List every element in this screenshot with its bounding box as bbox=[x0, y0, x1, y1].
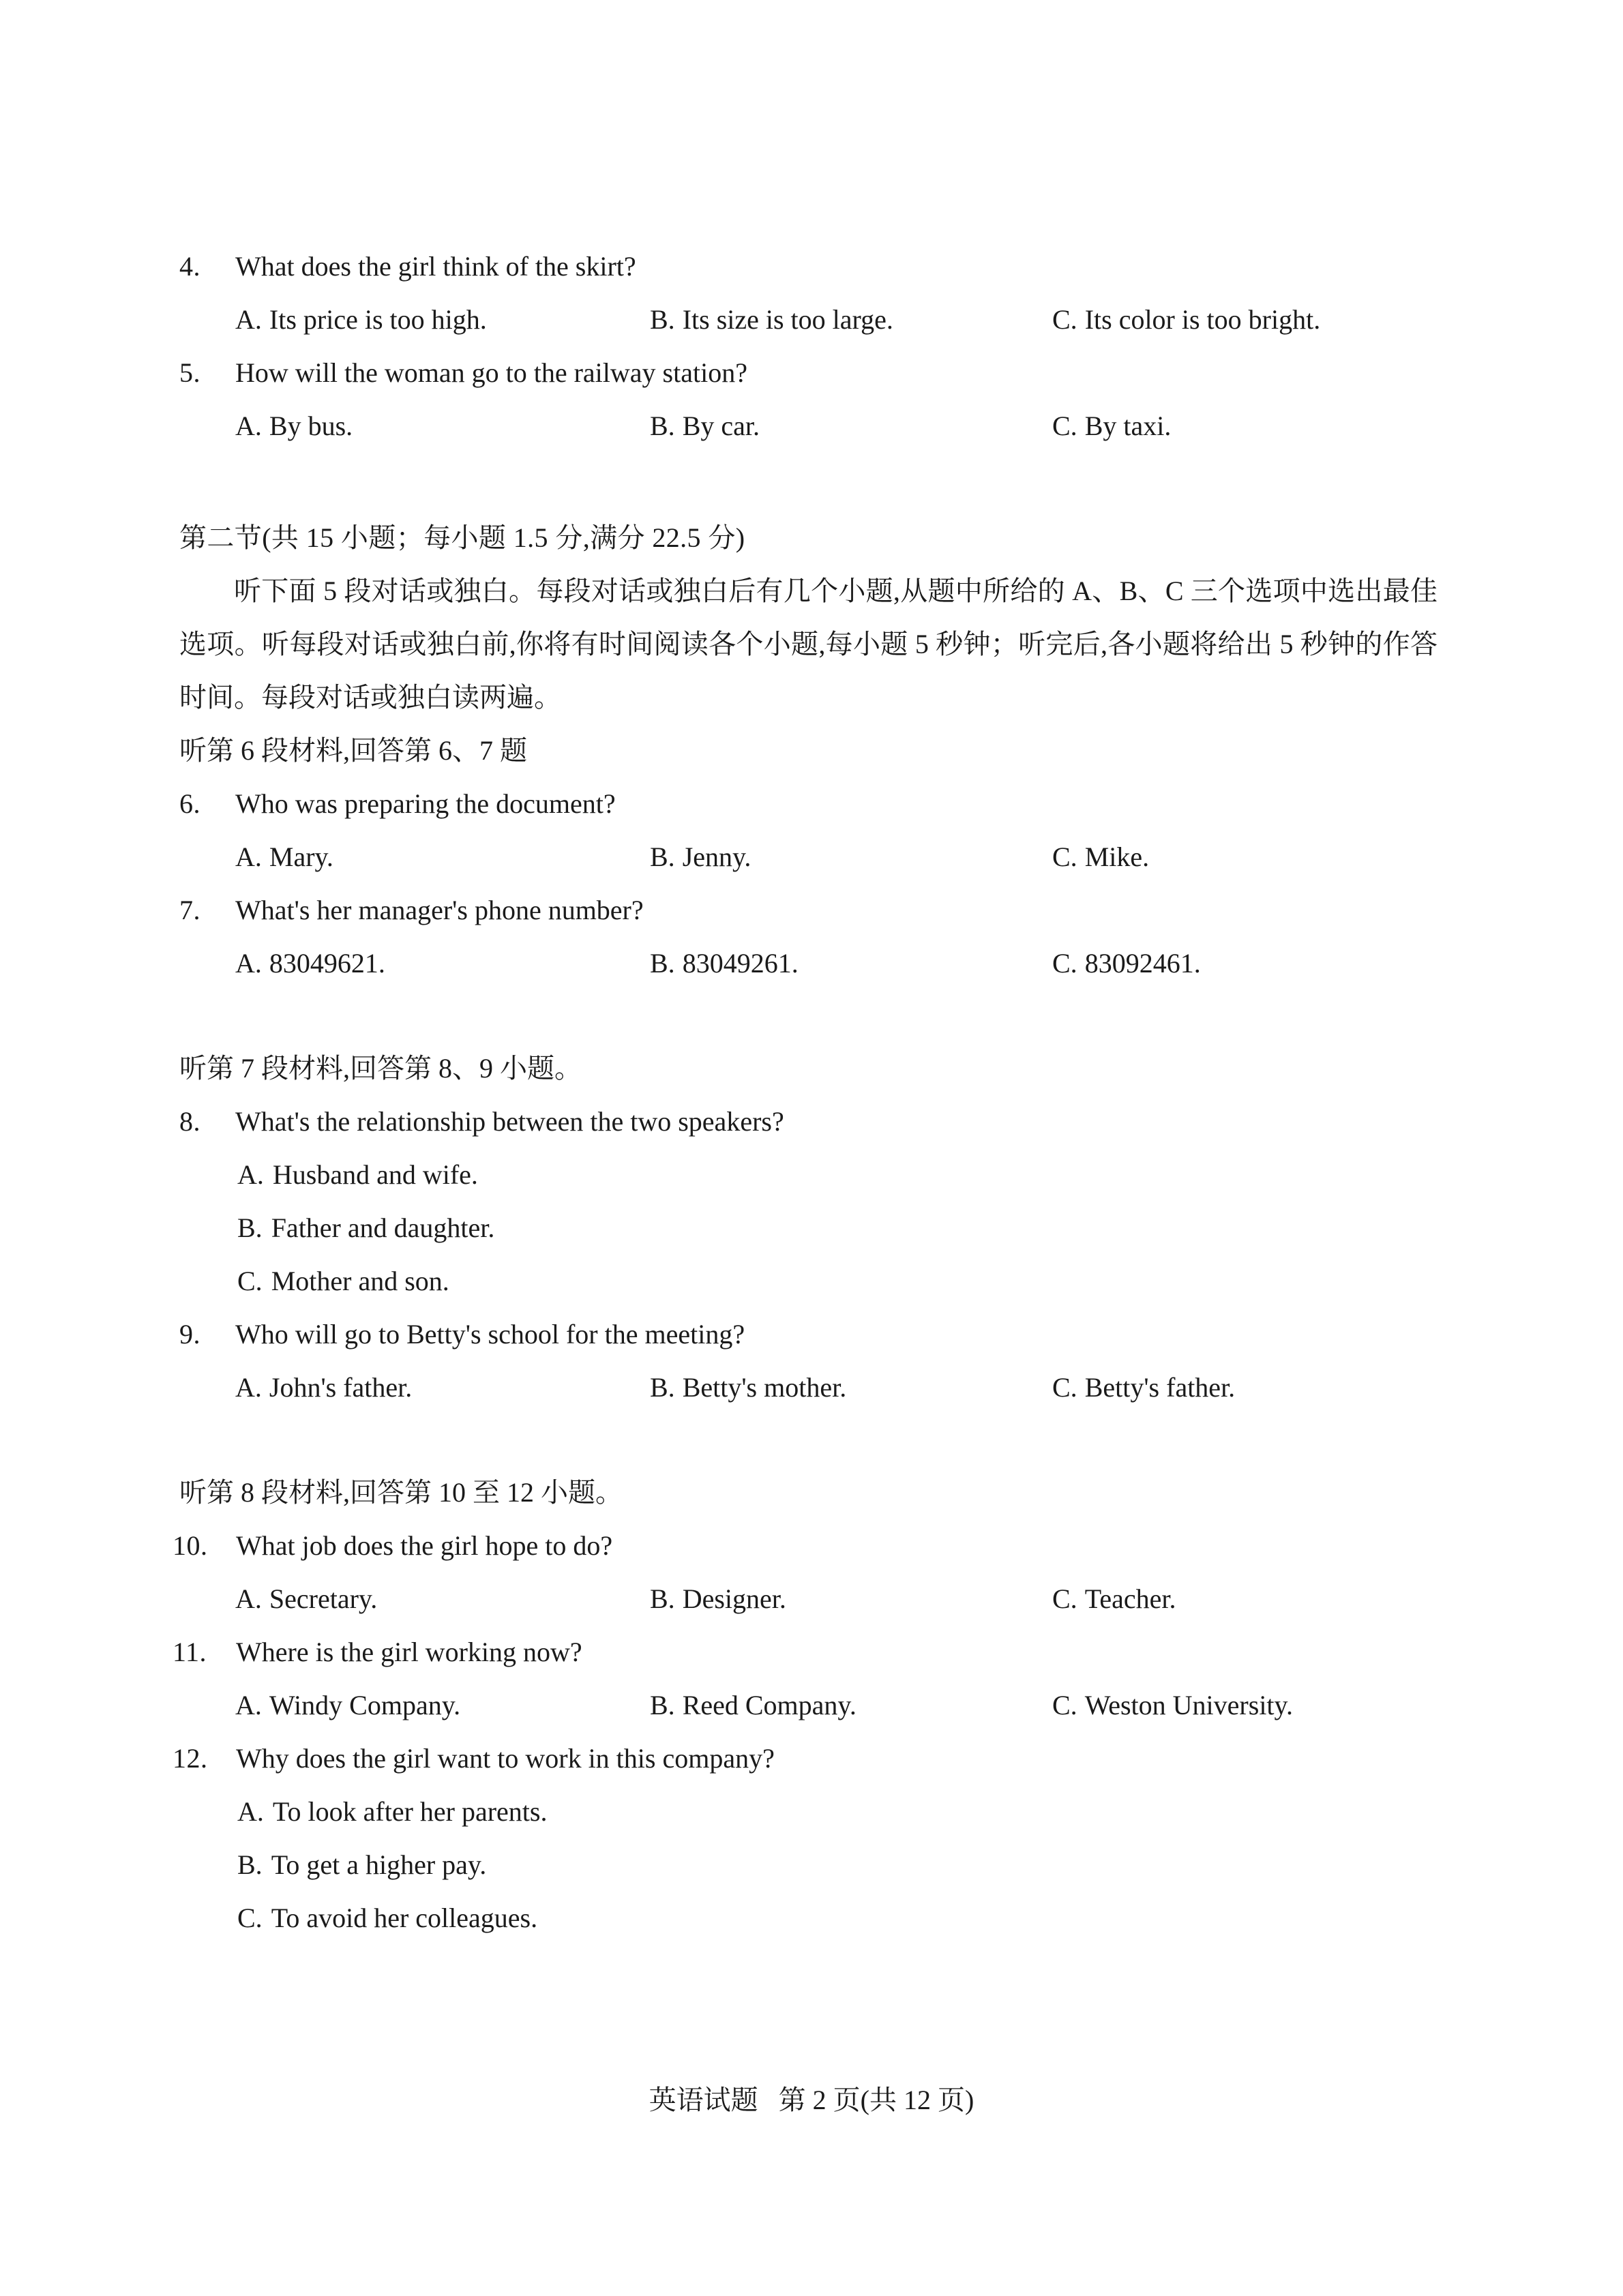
option-c[interactable] bbox=[1052, 937, 1461, 990]
option-b[interactable] bbox=[179, 1202, 1438, 1255]
question-line bbox=[179, 346, 1438, 400]
option-c[interactable] bbox=[1052, 831, 1461, 884]
question-block bbox=[179, 240, 1438, 346]
option-text: Mary. bbox=[269, 841, 333, 872]
question-block bbox=[173, 1732, 1438, 1945]
option-c[interactable] bbox=[1052, 400, 1461, 453]
option-text: Designer. bbox=[682, 1583, 786, 1614]
option-text: Betty's mother. bbox=[682, 1372, 847, 1403]
question-line bbox=[179, 884, 1438, 937]
option-b[interactable] bbox=[650, 831, 1052, 884]
option-row bbox=[179, 293, 1438, 346]
option-text: To look after her parents. bbox=[272, 1796, 548, 1827]
question-block bbox=[179, 884, 1438, 990]
question-block bbox=[179, 346, 1438, 453]
option-letter: A. bbox=[235, 1690, 262, 1720]
option-letter: A. bbox=[237, 1796, 264, 1827]
question-block bbox=[179, 777, 1438, 884]
option-b[interactable] bbox=[650, 1679, 1052, 1732]
question-text: What does the girl think of the skirt? bbox=[235, 251, 636, 282]
option-text: Jenny. bbox=[682, 841, 751, 872]
option-text: 83092461. bbox=[1084, 948, 1201, 979]
option-text: Its price is too high. bbox=[269, 304, 487, 335]
option-letter: B. bbox=[650, 948, 675, 979]
option-c[interactable] bbox=[1052, 1361, 1461, 1414]
option-letter: C. bbox=[1052, 1690, 1077, 1720]
option-text: By bus. bbox=[269, 411, 353, 441]
option-text: Weston University. bbox=[1084, 1690, 1293, 1720]
material-7-heading: 听第 7 段材料,回答第 8、9 小题。 bbox=[179, 1053, 582, 1084]
question-number: 4. bbox=[179, 251, 200, 282]
question-text: Why does the girl want to work in this company? bbox=[236, 1743, 775, 1774]
option-a[interactable] bbox=[179, 1148, 1438, 1202]
option-text: 83049621. bbox=[269, 948, 385, 979]
question-block bbox=[173, 1626, 1438, 1732]
question-number: 5. bbox=[179, 357, 200, 388]
option-letter: A. bbox=[235, 1583, 262, 1614]
option-text: Husband and wife. bbox=[272, 1159, 478, 1190]
option-letter: A. bbox=[235, 304, 262, 335]
question-line bbox=[179, 1308, 1438, 1361]
option-a[interactable] bbox=[235, 1361, 650, 1414]
option-letter: C. bbox=[237, 1903, 263, 1933]
option-letter: C. bbox=[1052, 1372, 1077, 1403]
question-number: 10. bbox=[173, 1530, 208, 1561]
page-content bbox=[173, 240, 1438, 1945]
option-text: Betty's father. bbox=[1084, 1372, 1236, 1403]
option-text: By taxi. bbox=[1084, 411, 1172, 441]
question-block bbox=[173, 1519, 1438, 1626]
footer-subject-title: 英语试题 bbox=[649, 2085, 758, 2115]
option-text: Its size is too large. bbox=[682, 304, 893, 335]
question-number: 7. bbox=[179, 895, 200, 925]
question-number: 11. bbox=[173, 1637, 207, 1667]
option-c[interactable] bbox=[179, 1892, 1438, 1945]
option-text: Reed Company. bbox=[682, 1690, 857, 1720]
page-footer bbox=[0, 2080, 1623, 2121]
option-letter: B. bbox=[650, 1690, 675, 1720]
option-text: To get a higher pay. bbox=[271, 1849, 487, 1880]
option-a[interactable] bbox=[235, 937, 650, 990]
option-b[interactable] bbox=[650, 1361, 1052, 1414]
option-letter: C. bbox=[1052, 1583, 1077, 1614]
question-block bbox=[179, 1308, 1438, 1414]
option-row bbox=[179, 1679, 1438, 1732]
option-a[interactable] bbox=[235, 831, 650, 884]
question-number: 8. bbox=[179, 1106, 200, 1137]
option-a[interactable] bbox=[235, 400, 650, 453]
option-c[interactable] bbox=[179, 1255, 1438, 1308]
spacer bbox=[179, 990, 1438, 1042]
option-row bbox=[179, 1361, 1438, 1414]
question-number: 6. bbox=[179, 788, 200, 819]
question-number: 9. bbox=[179, 1319, 200, 1350]
option-letter: B. bbox=[650, 841, 675, 872]
option-letter: C. bbox=[237, 1266, 263, 1296]
question-line bbox=[173, 1519, 1438, 1572]
option-letter: A. bbox=[237, 1159, 264, 1190]
option-c[interactable] bbox=[1052, 1679, 1461, 1732]
option-letter: B. bbox=[650, 1372, 675, 1403]
option-b[interactable] bbox=[179, 1838, 1438, 1892]
option-text: Teacher. bbox=[1084, 1583, 1176, 1614]
section-two-heading: 第二节(共 15 小题；每小题 1.5 分,满分 22.5 分) bbox=[179, 522, 745, 553]
option-letter: B. bbox=[650, 411, 675, 441]
option-row bbox=[179, 400, 1438, 453]
option-text: 83049261. bbox=[682, 948, 799, 979]
question-text: What's her manager's phone number? bbox=[235, 895, 644, 925]
question-text: What's the relationship between the two speakers? bbox=[235, 1106, 784, 1137]
option-letter: C. bbox=[1052, 841, 1077, 872]
option-b[interactable] bbox=[650, 1572, 1052, 1626]
option-text: To avoid her colleagues. bbox=[271, 1903, 538, 1933]
question-line bbox=[173, 1732, 1438, 1785]
option-c[interactable] bbox=[1052, 1572, 1461, 1626]
option-text: Secretary. bbox=[269, 1583, 378, 1614]
option-text: Mike. bbox=[1084, 841, 1150, 872]
option-text: John's father. bbox=[269, 1372, 413, 1403]
option-letter: A. bbox=[235, 948, 262, 979]
question-line bbox=[179, 1095, 1438, 1148]
option-letter: B. bbox=[237, 1849, 263, 1880]
option-row bbox=[179, 831, 1438, 884]
option-letter: A. bbox=[235, 411, 262, 441]
option-a[interactable] bbox=[235, 1572, 650, 1626]
option-text: Father and daughter. bbox=[271, 1212, 495, 1243]
question-text: What job does the girl hope to do? bbox=[236, 1530, 613, 1561]
question-line bbox=[173, 1626, 1438, 1679]
option-letter: C. bbox=[1052, 948, 1077, 979]
option-b[interactable] bbox=[650, 293, 1052, 346]
material-6-heading: 听第 6 段材料,回答第 6、7 题 bbox=[179, 735, 527, 766]
material-8-heading: 听第 8 段材料,回答第 10 至 12 小题。 bbox=[179, 1477, 623, 1508]
option-a[interactable] bbox=[235, 293, 650, 346]
question-number: 12. bbox=[173, 1743, 208, 1774]
option-text: By car. bbox=[682, 411, 760, 441]
option-letter: A. bbox=[235, 841, 262, 872]
option-letter: B. bbox=[650, 304, 675, 335]
option-c[interactable] bbox=[1052, 293, 1461, 346]
footer-pagination: 第 2 页(共 12 页) bbox=[778, 2085, 974, 2115]
option-row bbox=[179, 1572, 1438, 1626]
option-letter: B. bbox=[237, 1212, 263, 1243]
question-text: How will the woman go to the railway station? bbox=[235, 357, 747, 388]
spacer bbox=[179, 1414, 1438, 1466]
option-a[interactable] bbox=[179, 1785, 1438, 1838]
option-letter: A. bbox=[235, 1372, 262, 1403]
question-line bbox=[179, 240, 1438, 293]
question-text: Who was preparing the document? bbox=[235, 788, 616, 819]
option-text: Mother and son. bbox=[271, 1266, 449, 1296]
option-letter: C. bbox=[1052, 411, 1077, 441]
question-block bbox=[179, 1095, 1438, 1308]
option-letter: B. bbox=[650, 1583, 675, 1614]
option-text: Windy Company. bbox=[269, 1690, 461, 1720]
option-letter: C. bbox=[1052, 304, 1077, 335]
spacer bbox=[179, 453, 1438, 511]
question-line bbox=[179, 777, 1438, 831]
option-text: Its color is too bright. bbox=[1084, 304, 1321, 335]
option-b[interactable] bbox=[650, 937, 1052, 990]
question-text: Where is the girl working now? bbox=[236, 1637, 582, 1667]
section-two-instructions: 听下面 5 段对话或独白。每段对话或独白后有几个小题,从题中所给的 A、B、C 三个选项中选出最佳选项。听每段对话或独白前,你将有时间阅读各个小题,每小题 5 秒钟；听完后,各小题将给出 5 秒钟的作答时间。每段对话或独白读两遍。 bbox=[179, 576, 1438, 713]
option-row bbox=[179, 937, 1438, 990]
option-a[interactable] bbox=[235, 1679, 650, 1732]
question-text: Who will go to Betty's school for the meeting? bbox=[235, 1319, 745, 1350]
option-b[interactable] bbox=[650, 400, 1052, 453]
